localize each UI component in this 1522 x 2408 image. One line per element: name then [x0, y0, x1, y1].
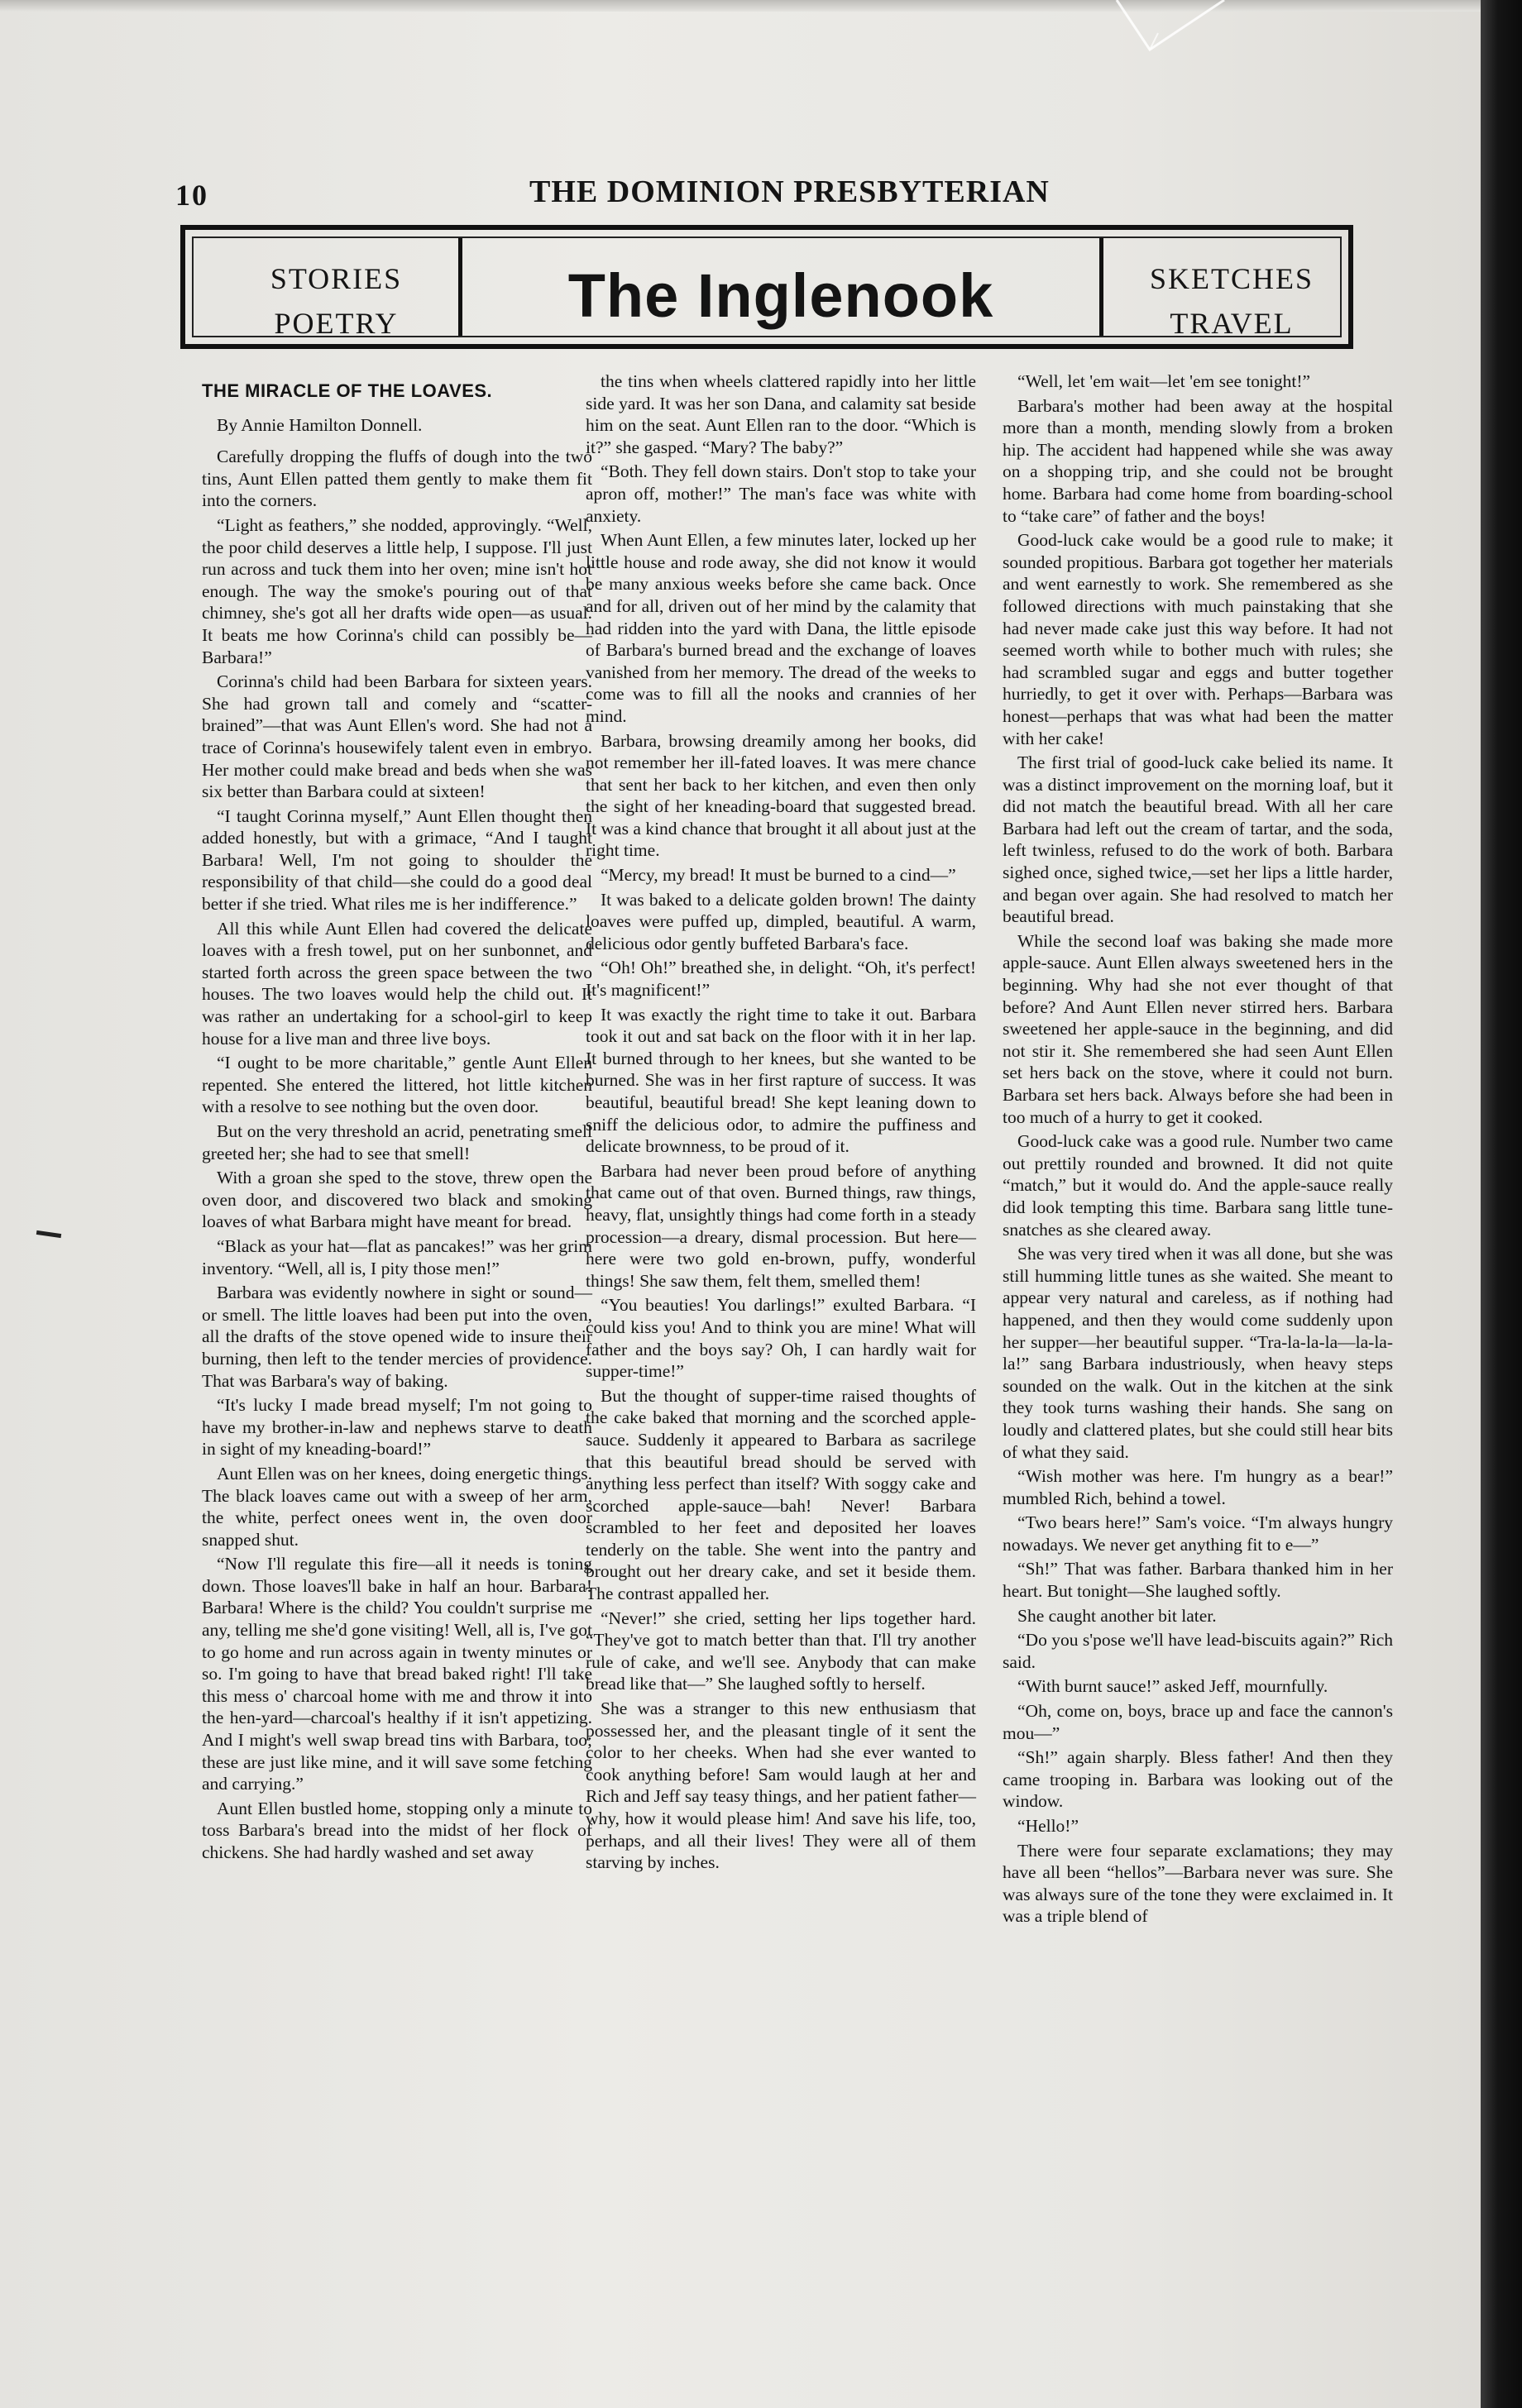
article-paragraph: Good-luck cake was a good rule. Number two came out prettily rounded and browned. It did not quite “match,” but it would do. And the apple-sauce really did look tempting this time. Barbara sang little tune-snatches as she cleared away. [1003, 1131, 1393, 1240]
article-paragraph: It was exactly the right time to take it out. Barbara took it out and sat back on the floor with it in her lap. It burned through to her knees, but she wanted to be burned. She was in her first rapture of success. It was beautiful, beautiful bread! She kept leaning down to sniff the delicious odor, to admire the puffiness and delicate brownness, to be proud of it. [586, 1004, 976, 1157]
article-paragraph: “I ought to be more charitable,” gentle Aunt Ellen repented. She entered the littered, hot little kitchen with a resolve to see nothing but the oven door. [202, 1053, 592, 1117]
banner-label-poetry: POETRY [274, 307, 399, 340]
article-paragraph: Barbara was evidently nowhere in sight or sound—or smell. The little loaves had been put into the oven, all the drafts of the stove opened wide to insure their burning, then left to the tender mercies of providence. That was Barbara's way of baking. [202, 1283, 592, 1391]
article-paragraph: The first trial of good-luck cake belied its name. It was a distinct improvement on the morning loaf, but it did not match the beautiful bread. With all her care Barbara had left out the cream of tartar, and the soda, left twinless, refused to do the work of both. Barbara sighed once, sighed twice,—set her lips a little harder, and began over again. She had resolved to match her beautiful bread. [1003, 752, 1393, 927]
column-body [202, 446, 592, 1863]
article-paragraph: While the second loaf was baking she made more apple-sauce. Aunt Ellen always sweetened hers in the beginning. Why had she not ever thought of that before? And Aunt Ellen never stirred hers. Barbara sweetened her apple-sauce in the beginning, and did not stir it. She remembered she had seen Aunt Ellen set hers back on the stove, where it could not burn. Barbara set hers back. Always before she had been in too much of a hurry to get it cooked. [1003, 930, 1393, 1127]
article-paragraph: It was baked to a delicate golden brown! The dainty loaves were puffed up, dimpled, beautiful. A warm, delicious odor gently buffeted Barbara's face. [586, 889, 976, 953]
article-paragraph: “Never!” she cried, setting her lips together hard. “They've got to match better than that. I'll try another rule of cake, and we'll see. Anybody that can make bread like that—” She laughed softly to herself. [586, 1608, 976, 1694]
article-paragraph: “Sh!” again sharply. Bless father! And then they came trooping in. Barbara was looking out of the window. [1003, 1747, 1393, 1812]
banner-right-labels [1112, 256, 1352, 346]
banner-label-stories: STORIES [270, 262, 403, 295]
banner-label-sketches: SKETCHES [1149, 262, 1314, 295]
article-paragraph: Corinna's child had been Barbara for sixteen years. She had grown tall and comely and “scatter-brained”—that was Aunt Ellen's word. She had not a trace of Corinna's housewifely talent even in embryo. Her mother could make bread and beds when she was six better than Barbara could at sixteen! [202, 671, 592, 802]
article-paragraph: “Both. They fell down stairs. Don't stop to take your apron off, mother!” The man's face was white with anxiety. [586, 461, 976, 526]
article-paragraph: “Light as feathers,” she nodded, approvingly. “Well, the poor child deserves a little help, I suppose. I'll just run across and tuck them into her oven; mine isn't hot enough. The way the smoke's pouring out of that chimney, she's got all her drafts wide open—as usual. It beats me how Corinna's child can possibly be—Barbara!” [202, 514, 592, 667]
article-paragraph: the tins when wheels clattered rapidly into her little side yard. It was her son Dana, and calamity sat beside him on the seat. Aunt Ellen ran to the door. “Which is it?” she gasped. “Mary? The baby?” [586, 371, 976, 457]
article-headline: THE MIRACLE OF THE LOAVES. [202, 380, 493, 401]
article-paragraph: “You beauties! You darlings!” exulted Barbara. “I could kiss you! And to think you are mine! What will father and the boys say? Oh, I can hardly wait for supper-time!” [586, 1295, 976, 1382]
article-paragraph: With a groan she sped to the stove, threw open the oven door, and discovered two black and smoking loaves of what Barbara might have meant for bread. [202, 1168, 592, 1232]
banner-divider-left [458, 238, 462, 336]
article-paragraph: “Hello!” [1017, 1816, 1079, 1836]
section-banner [180, 225, 1353, 349]
article-paragraph: “Oh! Oh!” breathed she, in delight. “Oh, it's perfect! It's magnificent!” [586, 958, 976, 1001]
article-paragraph: “Do you s'pose we'll have lead-biscuits again?” Rich said. [1003, 1630, 1393, 1672]
article-paragraph: Aunt Ellen was on her knees, doing energetic things. The black loaves came out with a sweep of her arm, the white, perfect onees went in, the oven door snapped shut. [202, 1463, 592, 1550]
article-paragraph: Barbara's mother had been away at the hospital more than a month, mending slowly from a broken hip. The accident had happened while she was away on a shopping trip, and she could not be brought home. Barbara had come home from boarding-school to “take care” of father and the boys! [1003, 395, 1393, 526]
article-paragraph: She caught another bit later. [1017, 1605, 1217, 1626]
article-paragraph: “Mercy, my bread! It must be burned to a cind—” [601, 865, 956, 886]
article-paragraph: Good-luck cake would be a good rule to make; it sounded propitious. Barbara got together her materials and went earnestly to work. She remembered as she followed directions with much painstaking that she had never made cake just this way before. It had not seemed worth while to bother much with rules; she had scrambled sugar and eggs and butter together hurriedly, to get it over with. Perhaps—Barbara was honest—perhaps that was what had been the matter with her cake! [1003, 530, 1393, 748]
article-paragraph: All this while Aunt Ellen had covered the delicate loaves with a fresh towel, put on her sunbonnet, and started forth across the green space between the two houses. The two loaves would help the child out. It was rather an undertaking for a school-girl to keep house for a live man and three live boys. [202, 918, 592, 1049]
banner-left-labels [218, 256, 454, 346]
article-paragraph: When Aunt Ellen, a few minutes later, locked up her little house and rode away, she did not know it would be many anxious weeks before she came back. Once and for all, driven out of her mind by the calamity that had ridden into the yard with Dana, the little episode of Barbara's burned bread and the exchange of loaves vanished from her memory. The dread of the weeks to come was to fill all the nooks and crannies of her mind. [586, 530, 976, 726]
article-paragraph: “Now I'll regulate this fire—all it needs is toning down. Those loaves'll bake in half an hour. Barbara! Barbara! Where is the child? You couldn't surprise me any, telling me she'd gone visiting! Well, all is, I've got to go home and run across again in twenty minutes or so. I'm going to have that bread baked right! I'll take this mess o' charcoal home with me and throw it into the hen-yard—charcoal's healthy if it isn't appetizing. And I might's well swap bread tins with Barbara, too; these are just like mine, and it will save some fetching and carrying.” [202, 1554, 592, 1794]
article-column-2 [586, 370, 976, 1876]
article-paragraph: She was very tired when it was all done, but she was still humming little tunes as she waited. She meant to appear very natural and careless, as if nothing had happened, and then they would come suddenly upon her supper—her beautiful supper. “Tra-la-la-la—la-la-la!” sang Barbara industriously, when heavy steps sounded on the walk. Out in the kitchen at the sink they took turns washing their hands. She sang on loudly and clattered plates, but she could still hear bits of what they said. [1003, 1244, 1393, 1462]
folded-corner-mark [1100, 0, 1241, 58]
article-paragraph: “Sh!” That was father. Barbara thanked him in her heart. But tonight—She laughed softly. [1003, 1559, 1393, 1602]
article-column-1 [202, 374, 592, 1866]
article-paragraph: There were four separate exclamations; they may have all been “hellos”—Barbara never was sure. She was always sure of the tone they were exclaimed in. It was a triple blend of [1003, 1840, 1393, 1927]
article-paragraph: “Two bears here!” Sam's voice. “I'm always hungry nowadays. We never get anything fit to e—” [1003, 1512, 1393, 1555]
article-paragraph: Barbara had never been proud before of anything that came out of that oven. Burned things, raw things, heavy, flat, unsightly things had come forth in a steady procession—a dreary, dismal procession. But here—here were two gold en-brown, puffy, wonderful things! She saw them, felt them, smelled them! [586, 1160, 976, 1291]
article-column-3 [1003, 370, 1393, 1930]
article-paragraph: “Well, let 'em wait—let 'em see tonight!” [1017, 371, 1311, 391]
article-paragraph: Aunt Ellen bustled home, stopping only a minute to toss Barbara's bread into the midst of her flock of chickens. She had hardly washed and set away [202, 1798, 592, 1862]
scan-dark-border [1481, 0, 1522, 2408]
column-body [586, 370, 976, 1874]
article-paragraph: “Oh, come on, boys, brace up and face the cannon's mou—” [1003, 1701, 1393, 1743]
article-paragraph: But the thought of supper-time raised thoughts of the cake baked that morning and the scorched apple-sauce. Suddenly it appeared to Barbara as sacrilege that this beautiful bread should be served with anything less perfect than itself? With soggy cake and scorched apple-sauce—bah! Never! Barbara scrambled to her feet and deposited her loaves tenderly on the table. She went into the pantry and brought out her dreary cake, and set it beside them. The contrast appalled her. [586, 1385, 976, 1604]
article-paragraph: Carefully dropping the fluffs of dough into the two tins, Aunt Ellen patted them gently to make them fit into the corners. [202, 447, 592, 511]
column-body [1003, 370, 1393, 1928]
banner-label-travel: TRAVEL [1170, 307, 1294, 340]
section-title: The Inglenook [567, 261, 994, 330]
banner-divider-right [1099, 238, 1103, 336]
article-paragraph: Barbara, browsing dreamily among her books, did not remember her ill-fated loaves. It was mere chance that sent her back to her kitchen, and even then only the sight of her kneading-board that suggested bread. It was a kind chance that brought it all about just at the right time. [586, 730, 976, 861]
article-paragraph: But on the very threshold an acrid, penetrating smell greeted her; she had to see that smell! [202, 1121, 592, 1163]
article-paragraph: “It's lucky I made bread myself; I'm not going to have my brother-in-law and nephews starve to death in sight of my kneading-board!” [202, 1395, 592, 1460]
page-number: 10 [175, 179, 208, 212]
article-paragraph: She was a stranger to this new enthusiasm that possessed her, and the pleasant tingle of it sent the color to her cheeks. When had she ever wanted to cook anything before! Sam would laugh at her and Rich and Jeff say teasy things, and her patient father—why, how it would please him! And save his life, too, perhaps, and all their lives! They were all of them starving by inches. [586, 1698, 976, 1873]
article-byline: By Annie Hamilton Donnell. [217, 414, 423, 435]
publication-title: THE DOMINION PRESBYTERIAN [529, 174, 1050, 209]
article-paragraph: “I taught Corinna myself,” Aunt Ellen thought then added honestly, but with a grimace, “And I taught Barbara! Well, I'm not going to shoulder the responsibility of that child—she could do a good deal better if she tried. What riles me is her indifference.” [202, 805, 592, 915]
article-paragraph: “Black as your hat—flat as pancakes!” was her grim inventory. “Well, all is, I pity those men!” [202, 1235, 592, 1278]
article-paragraph: “Wish mother was here. I'm hungry as a bear!” mumbled Rich, behind a towel. [1003, 1466, 1393, 1508]
article-paragraph: “With burnt sauce!” asked Jeff, mournfully. [1017, 1676, 1328, 1697]
page-top-edge [0, 0, 1481, 12]
banner-inner-frame [192, 236, 1342, 340]
